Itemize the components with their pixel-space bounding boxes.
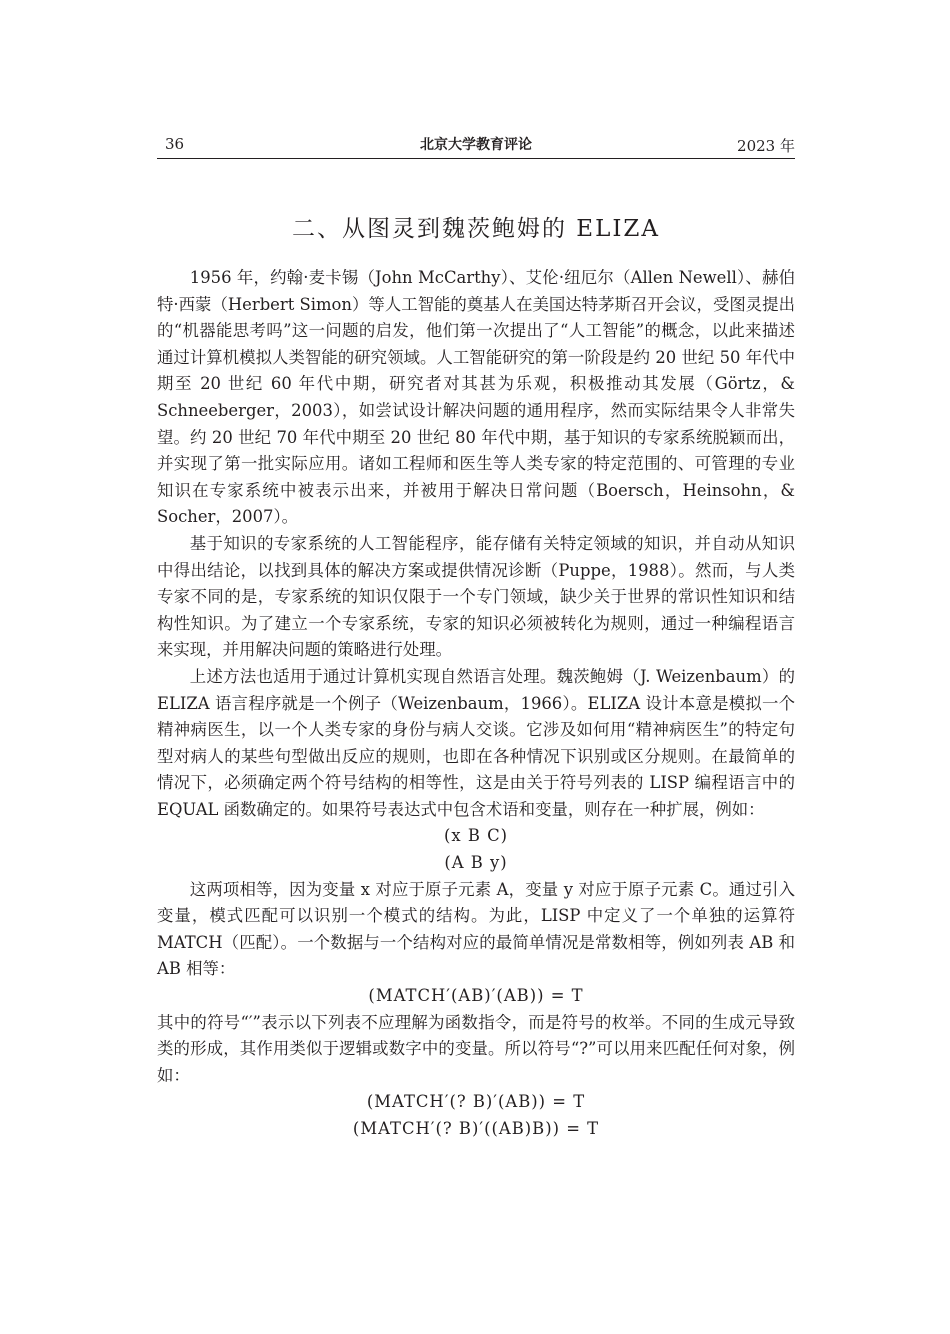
- publication-year: 2023 年: [737, 137, 795, 155]
- formula-aby: (A B y): [444, 853, 508, 873]
- section-title: 二、从图灵到魏茨鲍姆的 ELIZA: [291, 216, 661, 242]
- page-number: 36: [165, 135, 185, 153]
- running-header: [157, 132, 795, 159]
- formula-match-nested: (MATCH′(? B)′((AB)B)) = T: [352, 1119, 600, 1138]
- article-body: [157, 265, 795, 1143]
- paragraph-1: 1956 年，约翰·麦卡锡（John McCarthy）、艾伦·纽厄尔（Allen Newell）、赫伯特·西蒙（Herbert Simon）等人工智能的奠基人在美国达特茅斯召开会议，受图灵提出的“机器能思考吗”这一问题的启发，他们第一次提出了“人工智能”的概念，以此来描述通过计算机模拟人类智能的研究领域。人工智能研究的第一阶段是约 20 世纪 50 年代中期至 20 世纪 60 年代中期，研究者对其甚为乐观，积极推动其发展（Görtz，& Schneeberger，2003），如尝试设计解决问题的通用程序，然而实际结果令人非常失望。约 20 世纪 70 年代中期至 20 世纪 80 年代中期，基于知识的专家系统脱颖而出，并实现了第一批实际应用。诸如工程师和医生等人类专家的特定范围的、可管理的专业知识在专家系统中被表示出来，并被用于解决日常问题（Boersch，Heinsohn，& Socher，2007）。: [157, 268, 795, 527]
- formula-match-ab: (MATCH′(AB)′(AB)) = T: [368, 986, 584, 1006]
- journal-title: 北京大学教育评论: [420, 137, 532, 153]
- paragraph-2: 基于知识的专家系统的人工智能程序，能存储有关特定领域的知识，并自动从知识中得出结论，以找到具体的解决方案或提供情况诊断（Puppe，1988）。然而，与人类专家不同的是，专家系统的知识仅限于一个专门领域，缺少关于世界的常识性知识和结构性知识。为了建立一个专家系统，专家的知识必须被转化为规则，通过一种编程语言来实现，并用解决问题的策略进行处理。: [157, 533, 795, 660]
- paragraph-5: 其中的符号“′”表示以下列表不应理解为函数指令，而是符号的枚举。不同的生成元导致类的形成，其作用类似于逻辑或数字中的变量。所以符号“?”可以用来匹配任何对象，例如：: [157, 1012, 795, 1085]
- paragraph-3: 上述方法也适用于通过计算机实现自然语言处理。魏茨鲍姆（J. Weizenbaum）的 ELIZA 语言程序就是一个例子（Weizenbaum，1966）。ELIZA 设计本意是模拟一个精神病医生，以一个人类专家的身份与病人交谈。它涉及如何用“精神病医生”的特定句型对病人的某些句型做出反应的规则，也即在各种情况下识别或区分规则。在最简单的情况下，必须确定两个符号结构的相等性，这是由关于符号列表的 LISP 编程语言中的 EQUAL 函数确定的。如果符号表达式中包含术语和变量，则存在一种扩展，例如：: [157, 666, 795, 819]
- paragraph-4: 这两项相等，因为变量 x 对应于原子元素 A，变量 y 对应于原子元素 C。通过引入变量，模式匹配可以识别一个模式的结构。为此，LISP 中定义了一个单独的运算符 MATCH（匹配）。一个数据与一个结构对应的最简单情况是常数相等，例如列表 AB 和 AB 相等：: [157, 879, 795, 979]
- formula-match-wildcard: (MATCH′(? B)′(AB)) = T: [366, 1092, 586, 1112]
- formula-xbc: (x B C): [443, 826, 509, 846]
